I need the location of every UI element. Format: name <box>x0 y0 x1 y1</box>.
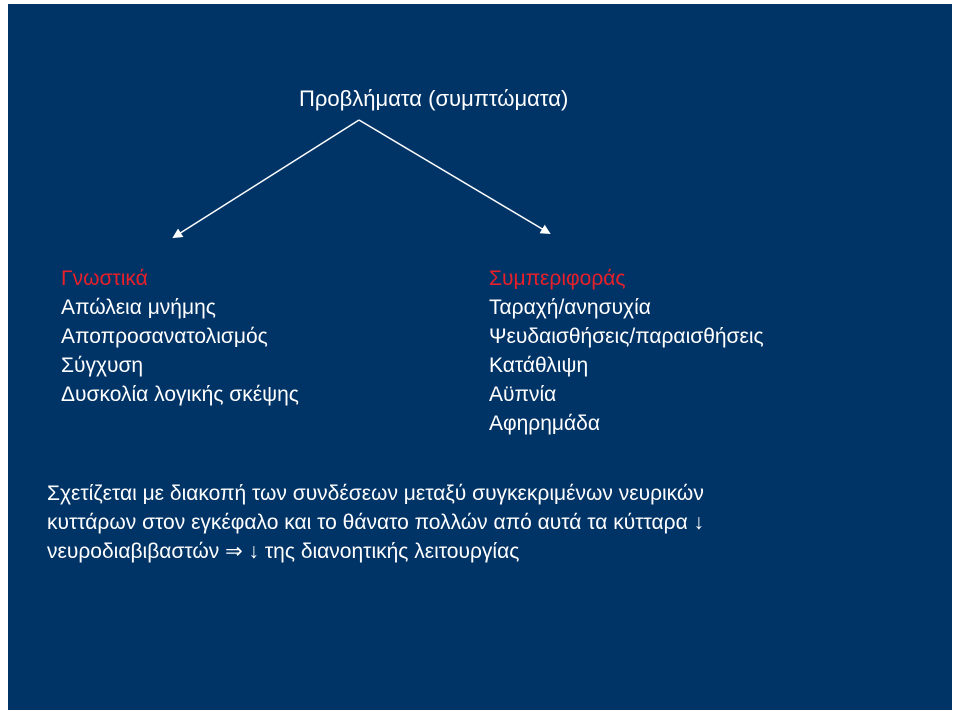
cognitive-item: Δυσκολία λογικής σκέψης <box>61 383 299 406</box>
behavioral-column <box>489 264 764 438</box>
cognitive-item: Αποπροσανατολισμός <box>61 325 268 348</box>
summary-text <box>47 479 704 566</box>
slide-title: Προβλήματα (συμπτώματα) <box>299 86 569 111</box>
cognitive-item: Απώλεια μνήμης <box>61 296 216 319</box>
behavioral-item: Ψευδαισθήσεις/παραισθήσεις <box>489 325 764 348</box>
behavioral-item: Αϋπνία <box>489 383 557 406</box>
behavioral-item: Ταραχή/ανησυχία <box>489 296 651 319</box>
slide <box>8 4 952 710</box>
summary-line: νευροδιαβιβαστών ⇒ ↓ της διανοητικής λειτουργίας <box>47 540 520 563</box>
behavioral-item: Αφηρημάδα <box>489 412 600 435</box>
cognitive-column <box>61 264 299 409</box>
summary-line: Σχετίζεται με διακοπή των συνδέσεων μεταξύ συγκεκριμένων νευρικών <box>47 482 704 505</box>
summary-line: κυττάρων στον εγκέφαλο και το θάνατο πολλών από αυτά τα κύτταρα ↓ <box>47 511 705 534</box>
arrow-left <box>174 120 359 237</box>
arrow-right <box>359 120 549 233</box>
behavioral-item: Κατάθλιψη <box>489 354 589 377</box>
cognitive-heading: Γνωστικά <box>61 267 148 290</box>
cognitive-item: Σύγχυση <box>61 354 144 377</box>
behavioral-heading: Συμπεριφοράς <box>489 267 626 290</box>
